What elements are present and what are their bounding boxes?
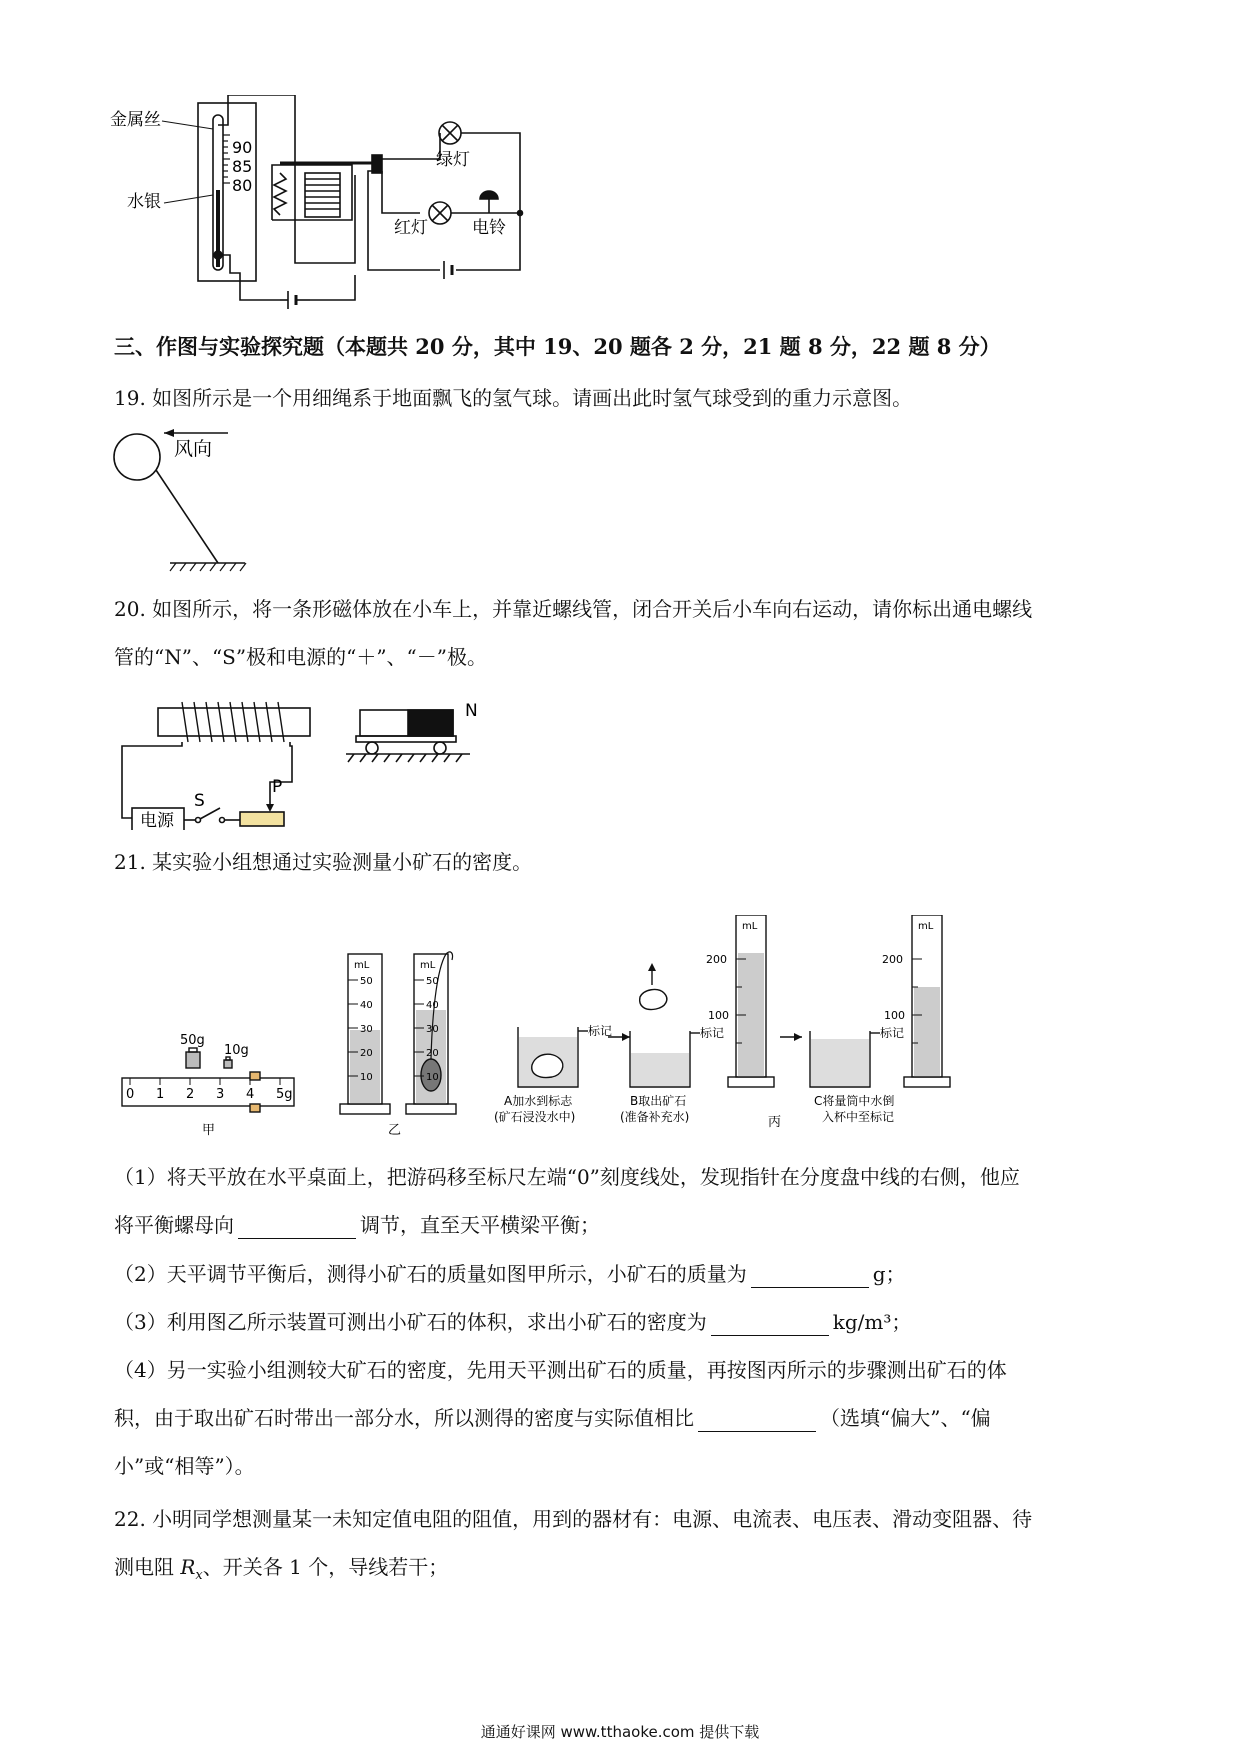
cyl1-tick-50: 50 [360, 976, 373, 987]
q21-part4-prefix: 积，由于取出矿石时带出一部分水，所以测得的密度与实际值相比 [114, 1406, 694, 1430]
step-b-line2: (准备补充水) [620, 1110, 690, 1124]
balloon-figure [110, 425, 250, 580]
section-3-heading: 三、作图与实验探究题（本题共 20 分，其中 19、20 题各 2 分，21 题 8 分，22 题 8 分） [114, 334, 1001, 359]
resistor-subscript: x [195, 1568, 203, 1583]
thermostat-circuit-figure [110, 95, 590, 310]
answer-blank-4[interactable] [698, 1409, 816, 1432]
q22-line2-prefix: 测电阻 [114, 1555, 181, 1579]
cyl-bing2-unit: mL [918, 921, 934, 932]
scale-85: 85 [232, 157, 253, 176]
q21-part2 [114, 1260, 906, 1288]
scale-80: 80 [232, 176, 253, 195]
cyl1-tick-20: 20 [360, 1048, 373, 1059]
cyl1-tick-40: 40 [360, 1000, 373, 1011]
step-a-line1: A加水到标志 [504, 1094, 573, 1108]
procedure-figure-bing [480, 915, 980, 1130]
q21-part1-prefix: 将平衡螺母向 [114, 1213, 234, 1237]
mark-label-b: 标记 [700, 1026, 725, 1040]
scale-90: 90 [232, 138, 253, 157]
q20-line2: 管的“N”、“S”极和电源的“＋”、“－”极。 [114, 645, 487, 669]
q21-part1-line2 [114, 1211, 600, 1239]
q20-line1: 20. 如图所示，将一条形磁体放在小车上，并靠近螺线管，闭合开关后小车向右运动，请你标出通电螺线 [114, 597, 1033, 621]
q21-part4-line3: 小”或“相等”）。 [114, 1454, 255, 1478]
q21-part2-prefix: （2）天平调节平衡后，测得小矿石的质量如图甲所示，小矿石的质量为 [114, 1262, 747, 1286]
ruler-tick-1: 1 [156, 1087, 165, 1102]
ruler-tick-4: 4 [246, 1087, 255, 1102]
ruler-tick-3: 3 [216, 1087, 225, 1102]
cyl-bing1-unit: mL [742, 921, 758, 932]
q21-part3-prefix: （3）利用图乙所示装置可测出小矿石的体积，求出小矿石的密度为 [114, 1310, 707, 1334]
cyl2-tick-50: 50 [426, 976, 439, 987]
q22-line2-suffix: 、开关各 1 个，导线若干； [202, 1555, 449, 1579]
q21-text: 21. 某实验小组想通过实验测量小矿石的密度。 [114, 850, 533, 874]
step-a-line2: (矿石浸没水中) [494, 1110, 576, 1124]
weight-50g: 50g [180, 1033, 205, 1048]
weight-10g: 10g [224, 1043, 249, 1058]
label-mercury: 水银 [127, 192, 161, 212]
cyl1-tick-10: 10 [360, 1072, 373, 1083]
q21-part4-line1: （4）另一实验小组测较大矿石的密度，先用天平测出矿石的质量，再按图丙所示的步骤测出矿石的体 [114, 1358, 1007, 1382]
switch-label: S [194, 791, 205, 811]
q22-line2 [114, 1553, 448, 1590]
label-bell: 电铃 [472, 218, 506, 238]
cyl1-tick-30: 30 [360, 1024, 373, 1035]
q21-part1-suffix: 调节，直至天平横梁平衡； [360, 1213, 600, 1237]
cyl-bing1-tick-100: 100 [708, 1009, 729, 1022]
cyl2-tick-40: 40 [426, 1000, 439, 1011]
cyl2-tick-10: 10 [426, 1072, 439, 1083]
caption-yi: 乙 [388, 1123, 402, 1138]
cyl2-tick-20: 20 [426, 1048, 439, 1059]
label-green-lamp: 绿灯 [436, 150, 470, 170]
mark-label-a: 标记 [588, 1024, 613, 1038]
mark-label-c: 标记 [880, 1026, 905, 1040]
q22-line1: 22. 小明同学想测量某一未知定值电阻的阻值，用到的器材有：电源、电流表、电压表、滑动变阻器、待 [114, 1507, 1033, 1531]
step-c-line1: C将量筒中水倒 [814, 1094, 895, 1108]
solenoid-figure [110, 690, 490, 830]
ruler-tick-0: 0 [126, 1087, 135, 1102]
step-b-line1: B取出矿石 [630, 1094, 687, 1108]
q19-text: 19. 如图所示是一个用细绳系于地面飘飞的氢气球。请画出此时氢气球受到的重力示意图。 [114, 386, 913, 410]
wind-label: 风向 [174, 438, 213, 460]
slider-label: P [272, 777, 283, 797]
cyl-bing2-tick-100: 100 [884, 1009, 905, 1022]
magnet-n-label: N [465, 701, 478, 721]
resistor-symbol: R [180, 1555, 196, 1579]
balance-figure-jia [118, 1018, 303, 1138]
caption-bing: 丙 [768, 1115, 782, 1130]
q21-part3 [114, 1308, 911, 1336]
q21-part3-suffix: kg/m³； [832, 1310, 912, 1334]
q21-part1-line1: （1）将天平放在水平桌面上，把游码移至标尺左端“0”刻度线处，发现指针在分度盘中线的右侧，他应 [114, 1165, 1020, 1189]
power-source-label: 电源 [140, 811, 174, 830]
answer-blank-1[interactable] [238, 1216, 356, 1239]
cyl-bing2-tick-200: 200 [882, 953, 903, 966]
ruler-tick-2: 2 [186, 1087, 195, 1102]
step-c-line2: 入杯中至标记 [822, 1110, 895, 1124]
page-footer: 通通好课网 www.tthaoke.com 提供下载 [480, 1723, 760, 1741]
ruler-tick-5g: 5g [276, 1087, 293, 1102]
caption-jia: 甲 [202, 1123, 216, 1138]
q21-part2-suffix: g； [872, 1262, 906, 1286]
cylinder-figure-yi [336, 940, 471, 1140]
cyl1-unit: mL [354, 960, 370, 971]
q21-part4-suffix: （选填“偏大”、“偏 [820, 1406, 991, 1430]
cyl2-tick-30: 30 [426, 1024, 439, 1035]
answer-blank-2[interactable] [751, 1265, 869, 1288]
q21-part4-line2 [114, 1404, 991, 1432]
cyl-bing1-tick-200: 200 [706, 953, 727, 966]
label-red-lamp: 红灯 [394, 218, 428, 238]
answer-blank-3[interactable] [711, 1313, 829, 1336]
cyl2-unit: mL [420, 960, 436, 971]
label-metal-wire: 金属丝 [110, 110, 161, 130]
